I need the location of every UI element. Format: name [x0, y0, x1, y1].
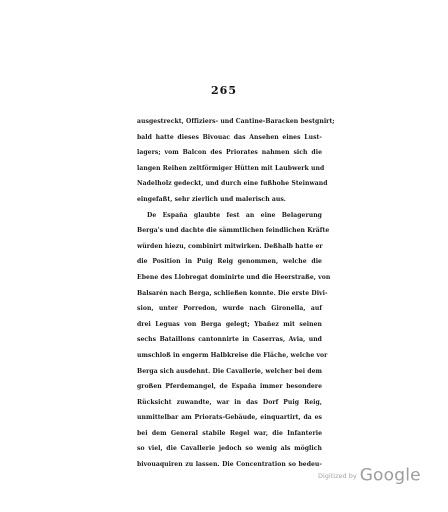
page-number: 265 — [211, 84, 237, 97]
text-line: Ebene des Llobregat dominirte und die Heerstraße, von — [137, 273, 331, 281]
text-line: sion, unter Porredon, wurde nach Gironella, auf — [137, 305, 322, 313]
text-line: De España glaubte fest an eine Belagerung — [147, 211, 322, 219]
text-line: bei dem General stabile Regel war, die Infanterie — [137, 429, 322, 437]
watermark-prefix: Digitized by — [318, 471, 357, 480]
text-line: lagers; vom Balcon des Priorates nahmen sich die — [137, 149, 322, 157]
text-line: unmittelbar am Priorats-Gebäude, einquartirt, da es — [137, 414, 322, 422]
body-text — [137, 114, 335, 473]
text-line: bivouaquiren zu lassen. Die Concentration so bedeu- — [137, 461, 322, 469]
text-line: sechs Bataillons cantonnirte in Caserras, Avia, und — [137, 336, 322, 344]
text-line: die Position in Puig Reig genommen, welche die — [137, 258, 322, 266]
text-line: langen Reihen zeltförmiger Hütten mit Laubwerk und — [137, 164, 325, 172]
google-logo: Google — [359, 465, 421, 486]
text-line: großen Pferdemangel, de España immer besondere — [137, 383, 322, 391]
text-line: ausgestreckt, Offiziers- und Cantine-Baracken bestgnirt; — [137, 118, 335, 125]
text-line: Nadelholz gedeckt, und durch eine fußhohe Steinwand — [137, 180, 328, 188]
text-line: so viel, die Cavallerie jedoch so wenig als möglich — [137, 445, 322, 453]
text-line: würden hiezu, combinirt mitwirken. Deßhalb hatte er — [137, 242, 323, 250]
text-line: Berga's und dachte die sämmtlichen feindlichen Kräfte — [137, 227, 330, 235]
text-line: eingefaßt, sehr zierlich und malerisch aus. — [137, 195, 286, 203]
text-line: Rücksicht zuwandte, war in das Dorf Puig Reig, — [137, 398, 322, 406]
text-line: drei Leguas von Berga gelegt; Ybañez mit seinen — [137, 320, 322, 328]
digitized-by-google-watermark — [318, 465, 421, 486]
text-line: bald hatte dieses Bivouac das Ansehen eines Lust- — [137, 133, 322, 141]
text-line: Balsarén nach Berga, schließen konnte. Die erste Divi- — [137, 289, 328, 297]
text-line: umschloß in engerm Halbkreise die Fläche, welche vor — [137, 351, 328, 359]
text-line: Berga sich ausdehnt. Die Cavallerie, welcher bei dem — [137, 367, 323, 375]
